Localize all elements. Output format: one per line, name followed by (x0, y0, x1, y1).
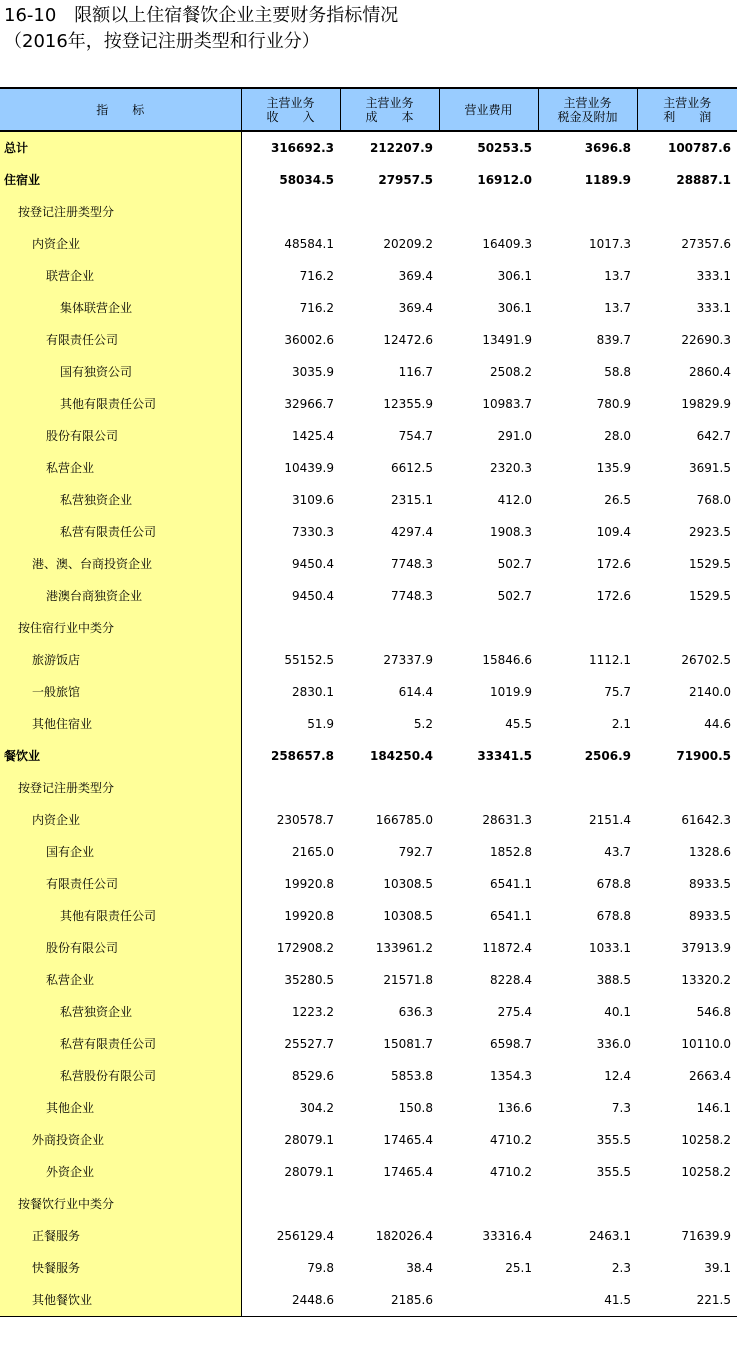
cell-profit (637, 1188, 737, 1220)
cell-revenue: 3035.9 (292, 365, 334, 379)
cell-tax: 1112.1 (589, 653, 631, 667)
page-title: 16-10 限额以上住宿餐饮企业主要财务指标情况 (4, 5, 399, 26)
cell-tax: 678.8 (596, 909, 631, 923)
row-indicator-name: 私营有限责任公司 (0, 1028, 241, 1060)
row-indicator-name: 国有企业 (0, 836, 241, 868)
cell-expense: 25.1 (505, 1261, 532, 1275)
cell-tax: 26.5 (604, 493, 631, 507)
table-row (0, 868, 737, 900)
cell-profit: 2860.4 (689, 365, 731, 379)
table-row (0, 452, 737, 484)
cell-profit: 221.5 (637, 1284, 737, 1317)
cell-cost: 792.7 (398, 845, 433, 859)
table-row (0, 164, 737, 196)
cell-cost: 150.8 (398, 1101, 433, 1115)
cell-profit: 37913.9 (681, 941, 731, 955)
cell-revenue: 2165.0 (292, 845, 334, 859)
table-row (0, 196, 737, 228)
header-profit (637, 88, 737, 131)
header-cost-line2: 成 本 (365, 109, 414, 124)
header-cost (340, 88, 439, 131)
cell-tax: 839.7 (596, 333, 631, 347)
cell-cost: 182026.4 (375, 1229, 433, 1243)
cell-expense (439, 612, 538, 644)
cell-profit: 768.0 (696, 493, 731, 507)
cell-expense: 4710.2 (490, 1165, 532, 1179)
cell-tax: 13.7 (604, 301, 631, 315)
cell-revenue: 716.2 (299, 301, 334, 315)
cell-revenue: 172908.2 (276, 941, 334, 955)
cell-tax: 1033.1 (589, 941, 631, 955)
cell-profit: 61642.3 (681, 813, 731, 827)
table-row (0, 1220, 737, 1252)
header-cost-line1: 主营业务 (365, 95, 414, 110)
cell-expense: 45.5 (505, 717, 532, 731)
row-indicator-name: 其他住宿业 (0, 708, 241, 740)
cell-expense: 8228.4 (490, 973, 532, 987)
row-indicator-name: 集体联营企业 (0, 292, 241, 324)
cell-cost: 166785.0 (375, 813, 433, 827)
cell-tax (538, 196, 637, 228)
cell-tax: 780.9 (596, 397, 631, 411)
row-indicator-name: 内资企业 (0, 228, 241, 260)
cell-tax: 58.8 (604, 365, 631, 379)
row-indicator-name: 国有独资公司 (0, 356, 241, 388)
cell-tax: 2.3 (611, 1261, 631, 1275)
cell-expense: 28631.3 (482, 813, 532, 827)
cell-cost (340, 612, 439, 644)
row-indicator-name: 港、澳、台商投资企业 (0, 548, 241, 580)
cell-tax (538, 1188, 637, 1220)
table-row (0, 548, 737, 580)
table-row (0, 131, 737, 164)
cell-expense: 16912.0 (477, 173, 532, 187)
cell-revenue: 716.2 (299, 269, 334, 283)
cell-cost: 614.4 (398, 685, 433, 699)
cell-tax: 355.5 (596, 1133, 631, 1147)
cell-expense: 412.0 (497, 493, 532, 507)
row-indicator-name: 按登记注册类型分 (0, 772, 241, 804)
cell-tax: 40.1 (604, 1005, 631, 1019)
cell-revenue (241, 772, 340, 804)
table-row (0, 900, 737, 932)
cell-profit: 8933.5 (689, 909, 731, 923)
cell-revenue: 256129.4 (276, 1229, 334, 1243)
row-indicator-name: 其他有限责任公司 (0, 388, 241, 420)
cell-revenue (241, 196, 340, 228)
cell-revenue: 10439.9 (284, 461, 334, 475)
row-indicator-name: 按餐饮行业中类分 (0, 1188, 241, 1220)
table-row (0, 516, 737, 548)
row-indicator-name: 旅游饭店 (0, 644, 241, 676)
cell-tax: 2.1 (611, 717, 631, 731)
cell-cost: 2315.1 (391, 493, 433, 507)
table-row (0, 996, 737, 1028)
table-row (0, 804, 737, 836)
cell-profit: 8933.5 (689, 877, 731, 891)
table-row (0, 1124, 737, 1156)
row-indicator-name: 住宿业 (0, 164, 241, 196)
cell-tax: 336.0 (596, 1037, 631, 1051)
cell-cost: 212207.9 (369, 141, 433, 155)
cell-cost: 116.7 (398, 365, 433, 379)
row-indicator-name: 按登记注册类型分 (0, 196, 241, 228)
cell-profit: 1328.6 (689, 845, 731, 859)
cell-tax: 1017.3 (589, 237, 631, 251)
cell-tax: 41.5 (538, 1284, 637, 1317)
cell-expense (439, 1188, 538, 1220)
table-row (0, 1092, 737, 1124)
cell-cost: 7748.3 (391, 589, 433, 603)
cell-profit: 44.6 (704, 717, 731, 731)
cell-expense: 306.1 (497, 301, 532, 315)
header-expense-label: 营业费用 (464, 102, 513, 117)
row-indicator-name: 其他餐饮业 (0, 1284, 241, 1317)
cell-tax: 135.9 (596, 461, 631, 475)
header-revenue-line2: 收 入 (266, 109, 315, 124)
cell-profit: 2140.0 (689, 685, 731, 699)
cell-profit: 39.1 (704, 1261, 731, 1275)
cell-cost: 12355.9 (383, 397, 433, 411)
cell-profit: 27357.6 (681, 237, 731, 251)
table-row (0, 1252, 737, 1284)
cell-expense: 50253.5 (477, 141, 532, 155)
cell-expense: 1354.3 (490, 1069, 532, 1083)
cell-cost: 27957.5 (378, 173, 433, 187)
cell-expense: 6541.1 (490, 877, 532, 891)
cell-tax: 1189.9 (584, 173, 631, 187)
table-row (0, 1060, 737, 1092)
table-row (0, 612, 737, 644)
table-row (0, 932, 737, 964)
cell-tax: 109.4 (596, 525, 631, 539)
cell-cost: 2185.6 (340, 1284, 439, 1317)
cell-profit: 10110.0 (681, 1037, 731, 1051)
cell-profit: 2663.4 (689, 1069, 731, 1083)
header-expense (439, 88, 538, 131)
cell-profit: 71900.5 (676, 749, 731, 763)
cell-expense: 16409.3 (482, 237, 532, 251)
cell-expense: 502.7 (497, 589, 532, 603)
row-indicator-name: 内资企业 (0, 804, 241, 836)
cell-revenue: 35280.5 (284, 973, 334, 987)
financial-indicators-table (0, 87, 737, 1317)
cell-cost: 5853.8 (391, 1069, 433, 1083)
cell-cost: 5.2 (413, 717, 433, 731)
table-row (0, 644, 737, 676)
cell-revenue: 51.9 (307, 717, 334, 731)
cell-tax: 172.6 (596, 589, 631, 603)
cell-expense: 2508.2 (490, 365, 532, 379)
cell-tax (538, 612, 637, 644)
cell-revenue (241, 1188, 340, 1220)
header-profit-line1: 主营业务 (663, 95, 712, 110)
cell-profit: 333.1 (696, 301, 731, 315)
cell-revenue: 3109.6 (292, 493, 334, 507)
table-row (0, 772, 737, 804)
cell-tax: 43.7 (604, 845, 631, 859)
cell-expense: 13491.9 (482, 333, 532, 347)
row-indicator-name: 私营企业 (0, 964, 241, 996)
cell-revenue: 28079.1 (284, 1165, 334, 1179)
cell-cost: 12472.6 (383, 333, 433, 347)
cell-expense (439, 772, 538, 804)
table-row (0, 1156, 737, 1188)
cell-expense: 306.1 (497, 269, 532, 283)
table-row (0, 580, 737, 612)
cell-revenue: 7330.3 (292, 525, 334, 539)
cell-revenue: 36002.6 (284, 333, 334, 347)
cell-expense: 291.0 (497, 429, 532, 443)
cell-revenue: 58034.5 (279, 173, 334, 187)
cell-revenue (241, 612, 340, 644)
cell-expense: 1908.3 (490, 525, 532, 539)
cell-cost (340, 1188, 439, 1220)
table-row (0, 1028, 737, 1060)
cell-profit: 2923.5 (689, 525, 731, 539)
cell-cost: 17465.4 (383, 1133, 433, 1147)
cell-cost: 369.4 (398, 301, 433, 315)
row-indicator-name: 私营独资企业 (0, 484, 241, 516)
cell-revenue: 9450.4 (292, 589, 334, 603)
row-indicator-name: 股份有限公司 (0, 932, 241, 964)
cell-cost: 20209.2 (383, 237, 433, 251)
cell-profit: 333.1 (696, 269, 731, 283)
row-indicator-name: 有限责任公司 (0, 324, 241, 356)
cell-revenue: 2448.6 (241, 1284, 340, 1317)
cell-cost: 27337.9 (383, 653, 433, 667)
cell-revenue: 25527.7 (284, 1037, 334, 1051)
row-indicator-name: 按住宿行业中类分 (0, 612, 241, 644)
header-tax-line1: 主营业务 (563, 95, 612, 110)
cell-profit: 642.7 (696, 429, 731, 443)
cell-expense (439, 196, 538, 228)
cell-expense: 10983.7 (482, 397, 532, 411)
row-indicator-name: 其他企业 (0, 1092, 241, 1124)
cell-cost: 636.3 (398, 1005, 433, 1019)
cell-cost: 15081.7 (383, 1037, 433, 1051)
header-indicator-label: 指 标 (96, 102, 145, 117)
cell-revenue: 9450.4 (292, 557, 334, 571)
table-row (0, 292, 737, 324)
cell-cost: 4297.4 (391, 525, 433, 539)
cell-expense: 6541.1 (490, 909, 532, 923)
cell-tax: 7.3 (611, 1101, 631, 1115)
cell-profit: 1529.5 (689, 557, 731, 571)
cell-expense: 11872.4 (482, 941, 532, 955)
header-profit-line2: 利 润 (663, 109, 712, 124)
cell-expense: 6598.7 (490, 1037, 532, 1051)
row-indicator-name: 有限责任公司 (0, 868, 241, 900)
header-revenue-line1: 主营业务 (266, 95, 315, 110)
cell-revenue: 79.8 (307, 1261, 334, 1275)
cell-revenue: 316692.3 (270, 141, 334, 155)
row-indicator-name: 私营有限责任公司 (0, 516, 241, 548)
cell-profit: 71639.9 (681, 1229, 731, 1243)
cell-tax: 13.7 (604, 269, 631, 283)
cell-cost: 754.7 (398, 429, 433, 443)
cell-profit: 22690.3 (681, 333, 731, 347)
row-indicator-name: 港澳台商独资企业 (0, 580, 241, 612)
cell-cost: 10308.5 (383, 909, 433, 923)
table-row (0, 964, 737, 996)
cell-cost: 184250.4 (369, 749, 433, 763)
cell-revenue: 19920.8 (284, 877, 334, 891)
row-indicator-name: 私营独资企业 (0, 996, 241, 1028)
cell-expense: 275.4 (497, 1005, 532, 1019)
cell-tax: 678.8 (596, 877, 631, 891)
cell-expense: 33341.5 (477, 749, 532, 763)
cell-revenue: 8529.6 (292, 1069, 334, 1083)
cell-profit: 13320.2 (681, 973, 731, 987)
cell-expense: 1019.9 (490, 685, 532, 699)
cell-tax: 75.7 (604, 685, 631, 699)
cell-tax: 388.5 (596, 973, 631, 987)
cell-cost (340, 772, 439, 804)
header-indicator (0, 88, 241, 131)
table-header (0, 88, 737, 131)
cell-profit (637, 196, 737, 228)
cell-cost: 17465.4 (383, 1165, 433, 1179)
table-row (0, 388, 737, 420)
header-tax-line2: 税金及附加 (557, 109, 618, 124)
row-indicator-name: 私营企业 (0, 452, 241, 484)
header-tax (538, 88, 637, 131)
table-row (0, 356, 737, 388)
table-row (0, 260, 737, 292)
cell-profit: 546.8 (696, 1005, 731, 1019)
row-indicator-name: 一般旅馆 (0, 676, 241, 708)
cell-revenue: 2830.1 (292, 685, 334, 699)
table-row (0, 484, 737, 516)
cell-profit: 28887.1 (676, 173, 731, 187)
cell-tax: 28.0 (604, 429, 631, 443)
cell-profit: 19829.9 (681, 397, 731, 411)
cell-tax: 2151.4 (589, 813, 631, 827)
cell-expense: 33316.4 (482, 1229, 532, 1243)
cell-tax: 172.6 (596, 557, 631, 571)
page-subtitle: （2016年，按登记注册类型和行业分） (4, 31, 320, 52)
cell-cost: 133961.2 (375, 941, 433, 955)
cell-tax: 3696.8 (584, 141, 631, 155)
cell-cost: 10308.5 (383, 877, 433, 891)
cell-cost (340, 196, 439, 228)
header-row (0, 88, 737, 131)
header-revenue (241, 88, 340, 131)
row-indicator-name: 正餐服务 (0, 1220, 241, 1252)
cell-tax: 355.5 (596, 1165, 631, 1179)
table-body (0, 131, 737, 1317)
cell-revenue: 230578.7 (276, 813, 334, 827)
cell-profit: 3691.5 (689, 461, 731, 475)
cell-profit: 10258.2 (681, 1133, 731, 1147)
table-row (0, 324, 737, 356)
cell-revenue: 48584.1 (284, 237, 334, 251)
cell-profit (637, 772, 737, 804)
row-indicator-name: 餐饮业 (0, 740, 241, 772)
row-indicator-name: 外商投资企业 (0, 1124, 241, 1156)
cell-cost: 38.4 (406, 1261, 433, 1275)
cell-tax: 2506.9 (584, 749, 631, 763)
cell-revenue: 55152.5 (284, 653, 334, 667)
row-indicator-name: 快餐服务 (0, 1252, 241, 1284)
row-indicator-name: 外资企业 (0, 1156, 241, 1188)
cell-expense: 2320.3 (490, 461, 532, 475)
cell-cost: 7748.3 (391, 557, 433, 571)
cell-cost: 21571.8 (383, 973, 433, 987)
table-row (0, 676, 737, 708)
cell-revenue: 304.2 (299, 1101, 334, 1115)
row-indicator-name: 联营企业 (0, 260, 241, 292)
cell-expense: 4710.2 (490, 1133, 532, 1147)
cell-expense: 136.6 (497, 1101, 532, 1115)
table-row (0, 1188, 737, 1220)
cell-revenue: 258657.8 (270, 749, 334, 763)
cell-revenue: 19920.8 (284, 909, 334, 923)
row-indicator-name: 股份有限公司 (0, 420, 241, 452)
cell-expense: 15846.6 (482, 653, 532, 667)
table-row (0, 740, 737, 772)
cell-revenue: 32966.7 (284, 397, 334, 411)
row-indicator-name: 总计 (0, 131, 241, 164)
cell-cost: 6612.5 (391, 461, 433, 475)
cell-profit: 100787.6 (667, 141, 731, 155)
cell-profit: 10258.2 (681, 1165, 731, 1179)
table-row (0, 836, 737, 868)
row-indicator-name: 私营股份有限公司 (0, 1060, 241, 1092)
cell-profit: 1529.5 (689, 589, 731, 603)
table-row (0, 420, 737, 452)
cell-expense: 502.7 (497, 557, 532, 571)
cell-profit: 146.1 (696, 1101, 731, 1115)
table-row (0, 1284, 737, 1317)
cell-tax (538, 772, 637, 804)
cell-revenue: 28079.1 (284, 1133, 334, 1147)
cell-profit: 26702.5 (681, 653, 731, 667)
cell-expense (439, 1284, 538, 1317)
cell-tax: 2463.1 (589, 1229, 631, 1243)
table-row (0, 228, 737, 260)
cell-expense: 1852.8 (490, 845, 532, 859)
cell-profit (637, 612, 737, 644)
cell-revenue: 1425.4 (292, 429, 334, 443)
cell-cost: 369.4 (398, 269, 433, 283)
row-indicator-name: 其他有限责任公司 (0, 900, 241, 932)
cell-revenue: 1223.2 (292, 1005, 334, 1019)
table-row (0, 708, 737, 740)
cell-tax: 12.4 (604, 1069, 631, 1083)
